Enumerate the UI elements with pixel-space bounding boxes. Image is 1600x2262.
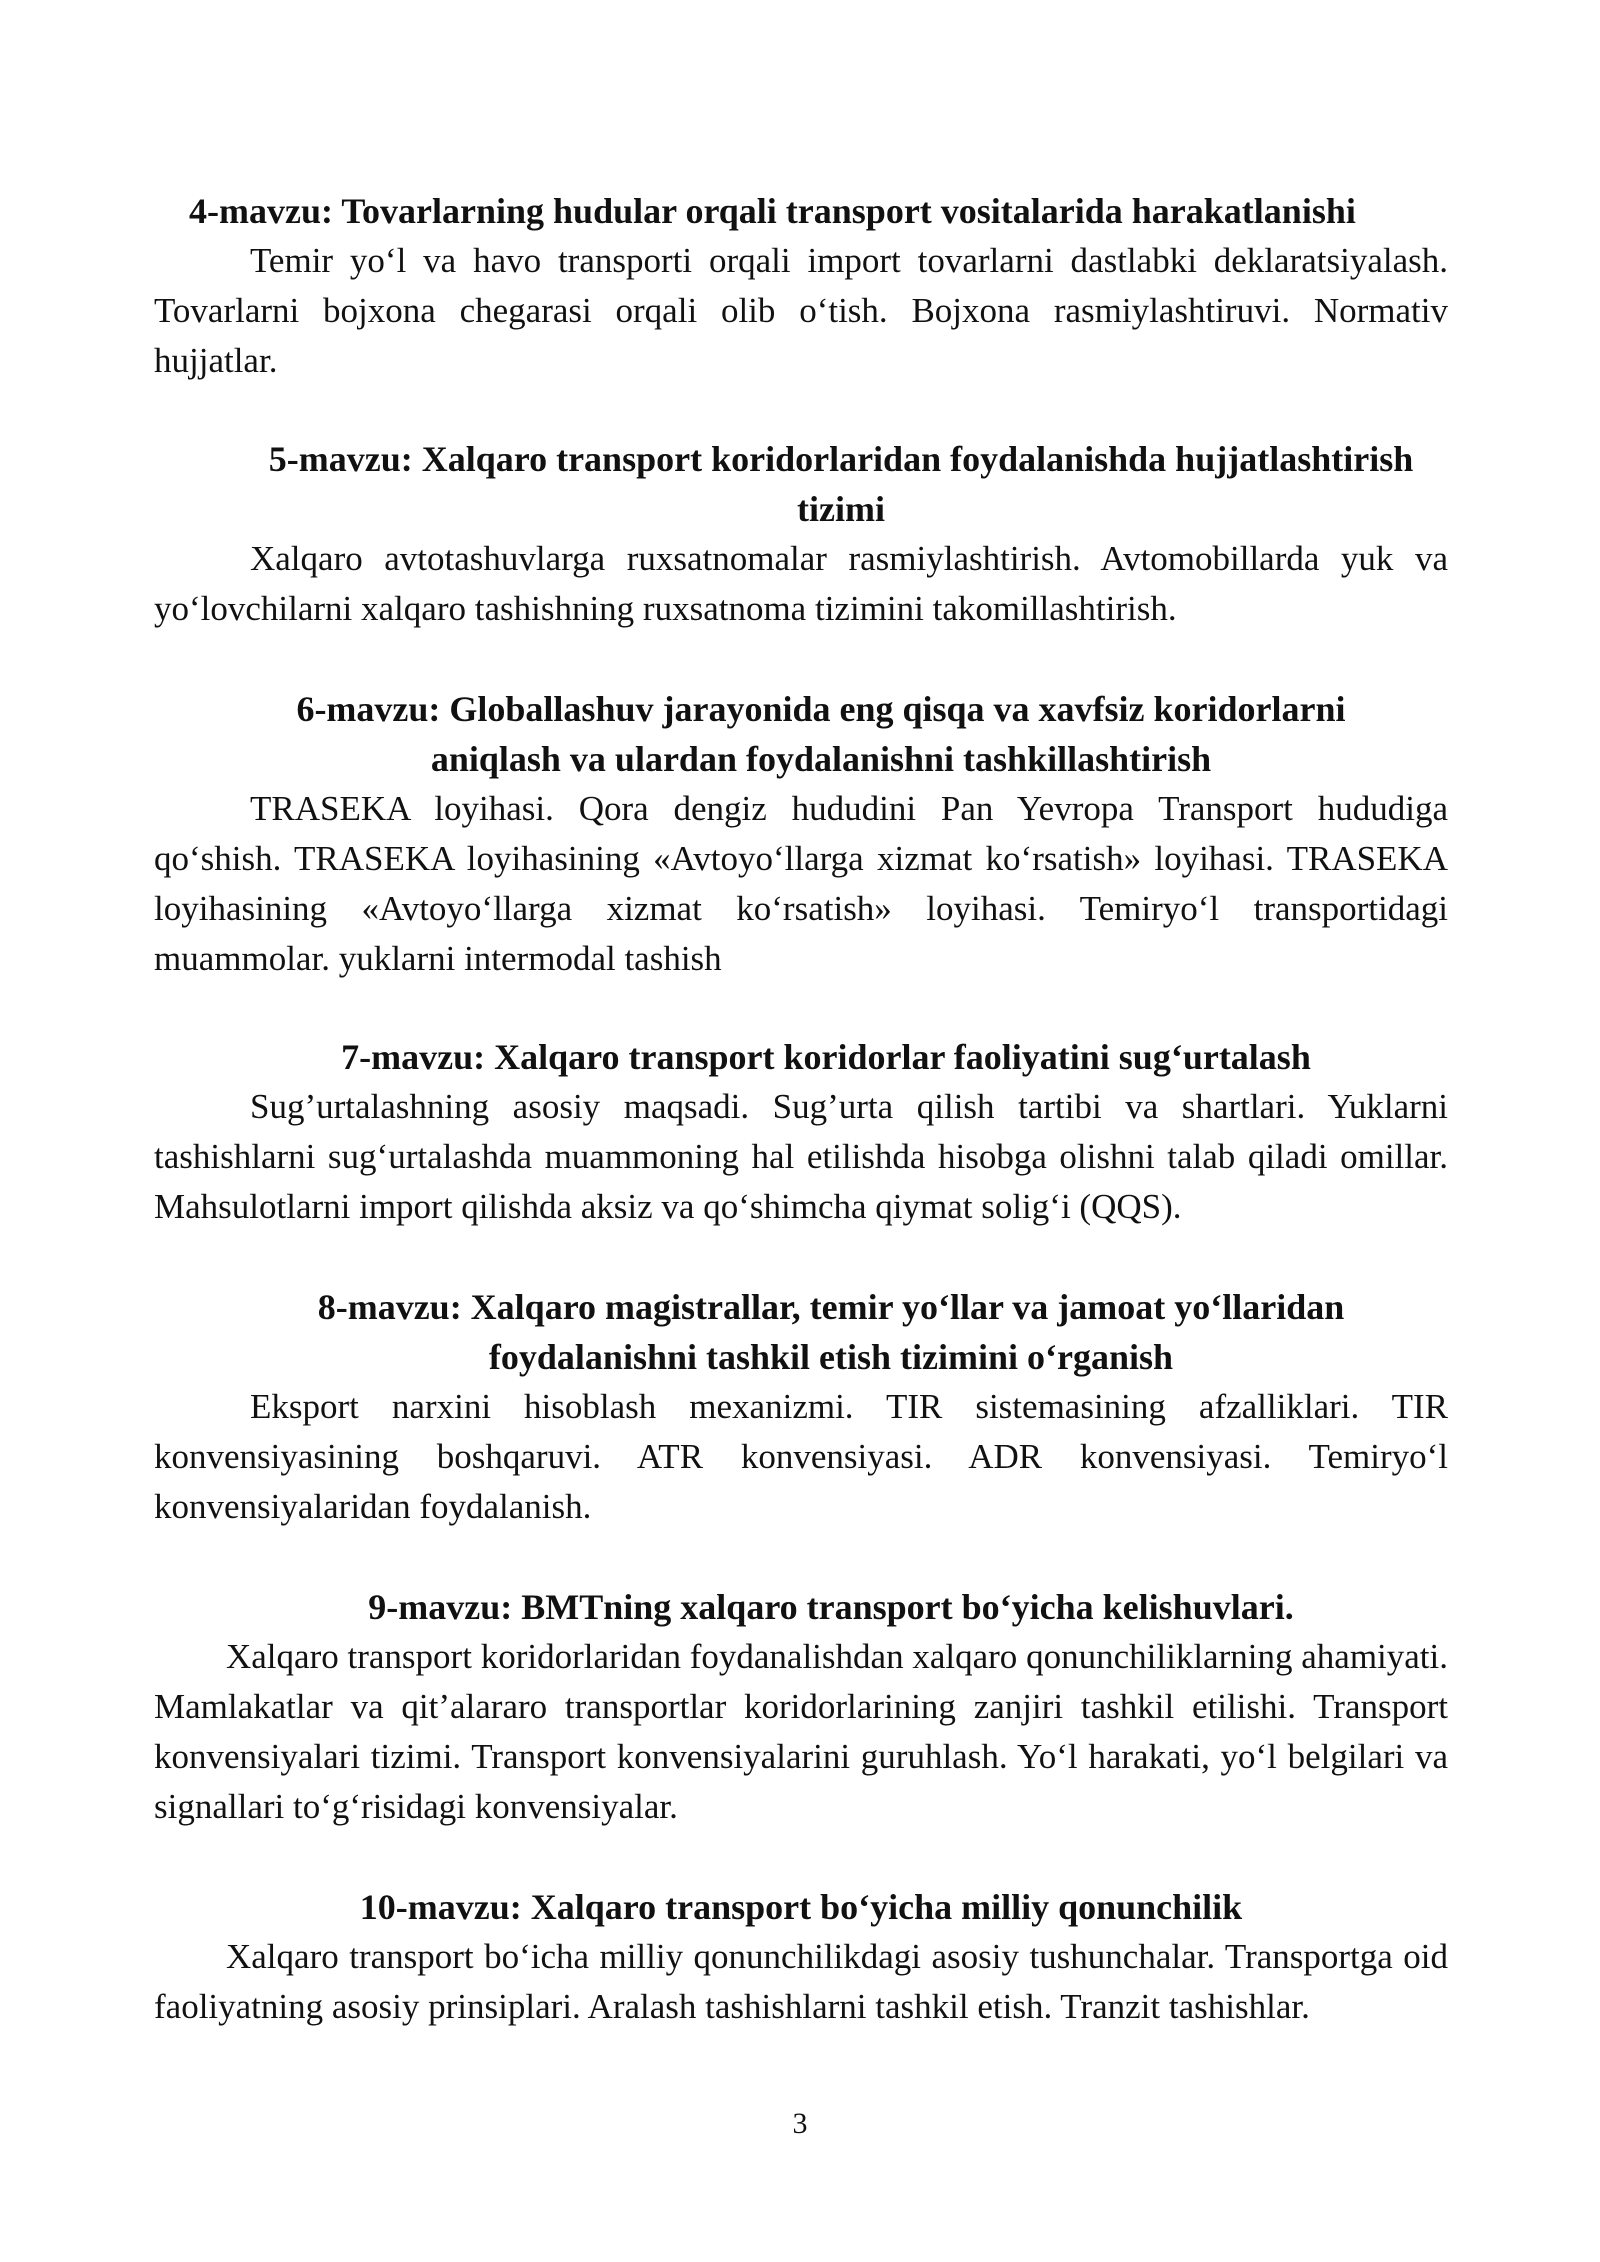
topic-4 (154, 186, 1448, 386)
topic-heading: 10-mavzu: Xalqaro transport bo‘yicha milliy qonunchilik (359, 1887, 1243, 1927)
topic-5 (154, 434, 1448, 634)
topic-heading: 6-mavzu: Globallashuv jarayonida eng qisqa va xavfsiz koridorlarni aniqlash va ulardan foydalanishni tashkillashtirish (296, 689, 1346, 779)
topic-body: Xalqaro transport koridorlaridan foydanalishdan xalqaro qonunchiliklarning ahamiyati. Mamlakatlar va qit’alararo transportlar koridorlarining zanjiri tashkil etilishi. Transport konvensiyalari tizimi. Transport konvensiyalarini guruhlash. Yo‘l harakati, yo‘l belgilari va signallari to‘g‘risidagi konvensiyalar. (154, 1637, 1448, 1826)
topic-body: Sug’urtalashning asosiy maqsadi. Sug’urta qilish tartibi va shartlari. Yuklarni tashishlarni sug‘urtalashda muammoning hal etilishda hisobga olishni talab qiladi omillar. Mahsulotlarni import qilishda aksiz va qo‘shimcha qiymat solig‘i (QQS). (154, 1087, 1448, 1226)
page-number: 3 (792, 2107, 808, 2140)
topic-8 (154, 1282, 1448, 1532)
topic-body: Eksport narxini hisoblash mexanizmi. TIR sistemasining afzalliklari. TIR konvensiyasining boshqaruvi. ATR konvensiyasi. ADR konvensiyasi. Temiryo‘l konvensiyalaridan foydalanish. (154, 1387, 1448, 1526)
topic-body: Xalqaro transport bo‘icha milliy qonunchilikdagi asosiy tushunchalar. Transportga oid faoliyatning asosiy prinsiplari. Aralash tashishlarni tashkil etish. Tranzit tashishlar. (154, 1937, 1448, 2026)
topic-body: Xalqaro avtotashuvlarga ruxsatnomalar rasmiylashtirish. Avtomobillarda yuk va yo‘lovchilarni xalqaro tashishning ruxsatnoma tizimini takomillashtirish. (154, 539, 1448, 628)
topic-heading: 4-mavzu: Tovarlarning hudular orqali transport vositalarida harakatlanishi (189, 191, 1356, 231)
topic-6 (154, 684, 1448, 984)
topic-body: TRASEKA loyihasi. Qora dengiz hududini Pan Yevropa Transport hududiga qo‘shish. TRASEKA loyihasining «Avtoyo‘llarga xizmat ko‘rsatish» loyihasi. TRASEKA loyihasining «Avtoyo‘llarga xizmat ko‘rsatish» loyihasi. Temiryo‘l transportidagi muammolar. yuklarni intermodal tashish (154, 789, 1448, 978)
topic-heading: 7-mavzu: Xalqaro transport koridorlar faoliyatini sug‘urtalash (341, 1037, 1311, 1077)
topic-7 (154, 1032, 1448, 1232)
topic-heading: 9-mavzu: BMTning xalqaro transport bo‘yicha kelishuvlari. (368, 1587, 1294, 1627)
topic-10 (154, 1882, 1448, 2032)
topic-9 (154, 1582, 1448, 1832)
topic-heading: 5-mavzu: Xalqaro transport koridorlaridan foydalanishda hujjatlashtirish tizimi (268, 439, 1414, 529)
topic-heading: 8-mavzu: Xalqaro magistrallar, temir yo‘llar va jamoat yo‘llaridan foydalanishni tashkil etish tizimini o‘rganish (317, 1287, 1345, 1377)
topic-body: Temir yo‘l va havo transporti orqali import tovarlarni dastlabki deklaratsiyalash. Tovarlarni bojxona chegarasi orqali olib o‘tish. Bojxona rasmiylashtiruvi. Normativ hujjatlar. (154, 241, 1448, 380)
